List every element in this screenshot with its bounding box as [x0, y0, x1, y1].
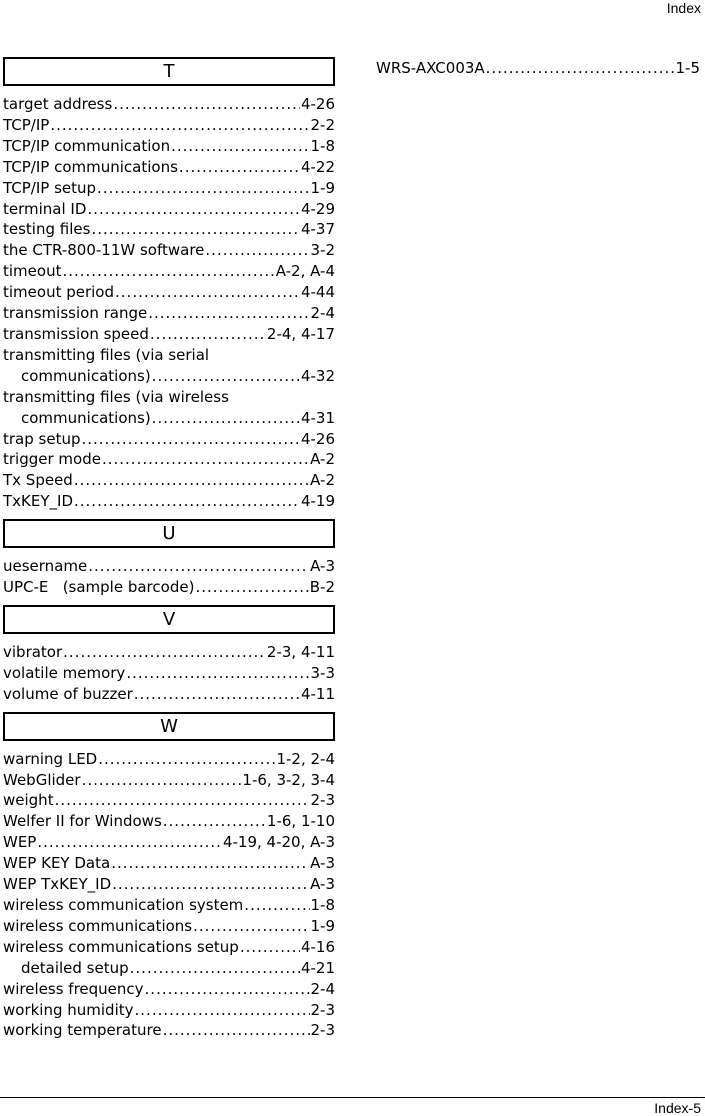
index-entry-continuation: communications) ..... 4-32 [3, 366, 335, 387]
running-header: Index [666, 0, 701, 16]
index-entry: WebGlider ..... 1-6, 3-2, 3-4 [3, 770, 335, 791]
index-column-left [3, 57, 335, 1041]
index-entry: TxKEY_ID ..... 4-19 [3, 491, 335, 512]
section-v-entries [3, 642, 335, 705]
index-entry: trap setup ..... 4-26 [3, 429, 335, 450]
index-entry: transmission range ..... 2-4 [3, 303, 335, 324]
index-entry-first-line: transmitting files (via serial [3, 345, 210, 364]
index-entry: vibrator ..... 2-3, 4-11 [3, 642, 335, 663]
index-entry: WEP ..... 4-19, 4-20, A-3 [3, 832, 335, 853]
index-entry: UPC-E (sample barcode) ..... B-2 [3, 577, 335, 598]
index-entry: testing files ..... 4-37 [3, 219, 335, 240]
index-entry: target address ..... 4-26 [3, 94, 335, 115]
section-t-entries [3, 94, 335, 512]
index-entry: wireless communications ..... 1-9 [3, 916, 335, 937]
index-entry: Tx Speed ..... A-2 [3, 470, 335, 491]
index-entry: timeout ..... A-2, A-4 [3, 261, 335, 282]
index-entry: working humidity ..... 2-3 [3, 1000, 335, 1021]
index-entry: wireless communications setup ..... 4-16 [3, 937, 335, 958]
index-entry: TCP/IP communications ..... 4-22 [3, 157, 335, 178]
index-entry: TCP/IP ..... 2-2 [3, 115, 335, 136]
index-entry: WEP KEY Data ..... A-3 [3, 853, 335, 874]
section-header-v: V [3, 605, 335, 634]
index-column-right [376, 58, 700, 79]
index-entry: TCP/IP setup ..... 1-9 [3, 178, 335, 199]
index-entry: timeout period ..... 4-44 [3, 282, 335, 303]
section-header-t: T [3, 57, 335, 86]
index-entry: uesername ..... A-3 [3, 556, 335, 577]
index-entry: TCP/IP communication ..... 1-8 [3, 136, 335, 157]
index-entry: Welfer II for Windows ..... 1-6, 1-10 [3, 811, 335, 832]
index-entry: wireless communication system ..... 1-8 [3, 895, 335, 916]
index-entry: WRS-AXC003A ..... 1-5 [376, 58, 700, 79]
index-entry: volume of buzzer ..... 4-11 [3, 684, 335, 705]
index-entry: the CTR-800-11W software ..... 3-2 [3, 240, 335, 261]
section-w-entries [3, 749, 335, 1042]
index-entry: transmission speed ..... 2-4, 4-17 [3, 324, 335, 345]
page-number: Index-5 [654, 1100, 701, 1116]
index-subentry: detailed setup ..... 4-21 [3, 958, 335, 979]
index-entry: working temperature ..... 2-3 [3, 1020, 335, 1041]
index-entry-first-line: transmitting files (via wireless [3, 387, 229, 406]
section-header-w: W [3, 712, 335, 741]
section-u-entries [3, 556, 335, 598]
index-entry: terminal ID ..... 4-29 [3, 199, 335, 220]
index-entry: trigger mode ..... A-2 [3, 449, 335, 470]
index-entry: WEP TxKEY_ID ..... A-3 [3, 874, 335, 895]
index-entry: volatile memory ..... 3-3 [3, 663, 335, 684]
index-entry: wireless frequency ..... 2-4 [3, 979, 335, 1000]
index-entry: weight ..... 2-3 [3, 790, 335, 811]
footer-divider [0, 1097, 705, 1098]
index-entry-continuation: communications) ..... 4-31 [3, 408, 335, 429]
section-header-u: U [3, 519, 335, 548]
index-entry: warning LED ..... 1-2, 2-4 [3, 749, 335, 770]
